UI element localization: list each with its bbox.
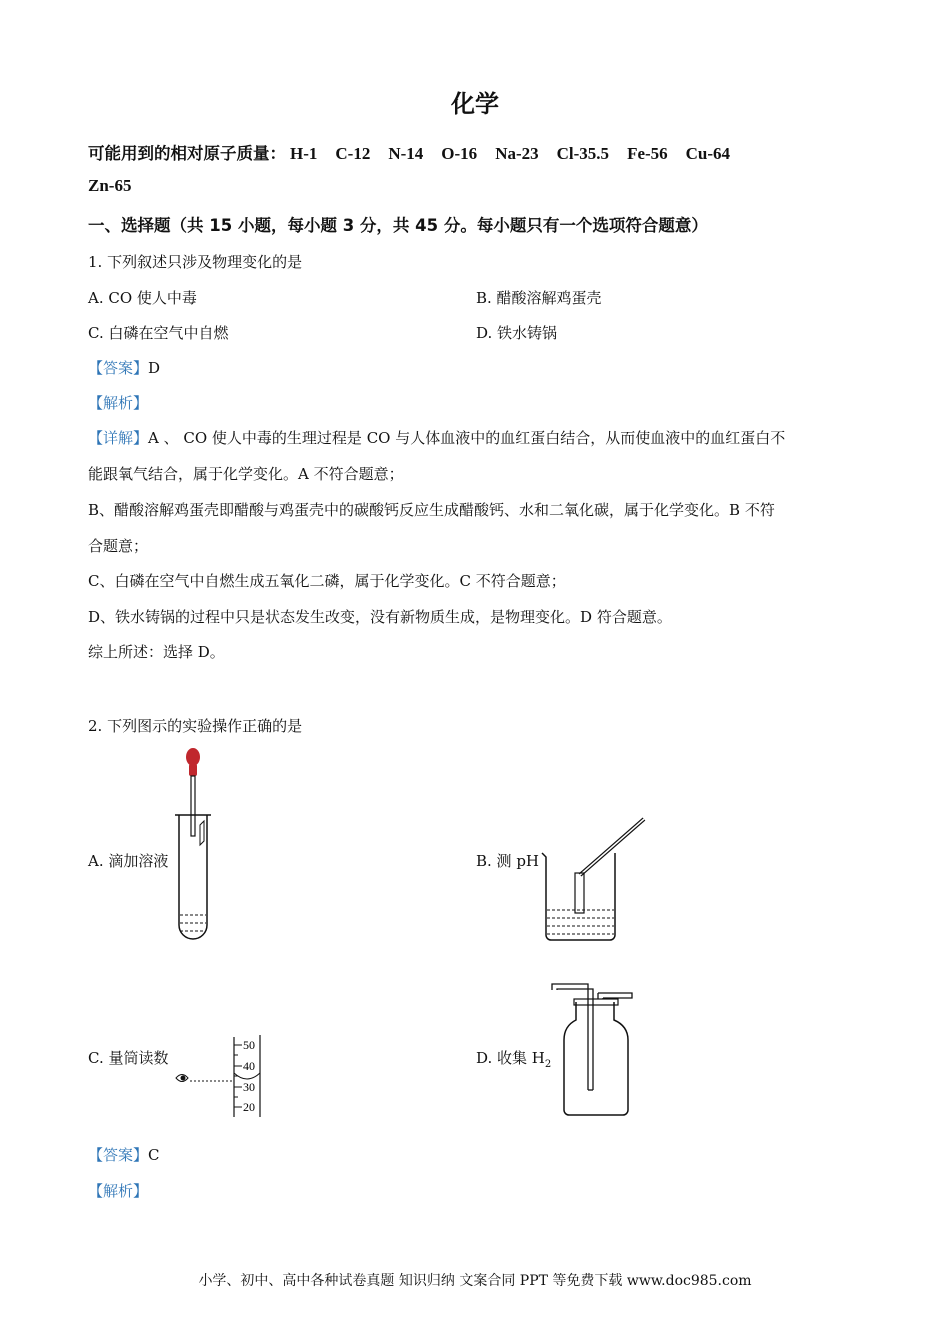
- gas-bottle-figure: [548, 980, 638, 1120]
- mass-item: Cl-35.5: [556, 144, 610, 163]
- mass-item: Cu-64: [685, 144, 731, 163]
- detail-tag: 【详解】: [88, 429, 149, 447]
- outlet-tube-icon: [598, 993, 632, 999]
- q2-analysis-tag: 【解析】: [88, 1182, 149, 1200]
- mass-item: Na-23: [495, 144, 539, 163]
- beaker-ph-figure: [540, 815, 650, 945]
- tick-label: 40: [243, 1059, 255, 1073]
- tick-label: 50: [243, 1038, 255, 1052]
- atomic-masses: [88, 140, 748, 164]
- answer-tag: 【答案】: [88, 359, 149, 377]
- mass-item: N-14: [388, 144, 424, 163]
- q1-option-d: D. 铁水铸锅: [476, 324, 558, 342]
- dropper-test-tube-figure: [170, 745, 220, 945]
- q2-option-b: B. 测 pH: [476, 852, 540, 870]
- tick-label: 20: [243, 1100, 255, 1114]
- ph-paper-icon: [575, 873, 584, 913]
- q1-detail-line: 能跟氧气结合，属于化学变化。A 不符合题意；: [88, 465, 404, 483]
- mass-item: H-1: [290, 144, 318, 163]
- section-heading: 一、选择题（共 15 小题，每小题 3 分，共 45 分。每小题只有一个选项符合题意）: [88, 216, 708, 235]
- q1-detail-line: B、醋酸溶解鸡蛋壳即醋酸与鸡蛋壳中的碳酸钙反应生成醋酸钙、水和二氧化碳，属于化学变化。B 不符: [88, 501, 775, 519]
- q2-answer: [88, 1144, 160, 1165]
- glass-rod-icon: [580, 819, 644, 875]
- mass-item: C-12: [335, 144, 371, 163]
- q1-detail-line: D、铁水铸锅的过程中只是状态发生改变，没有新物质生成，是物理变化。D 符合题意。: [88, 608, 672, 626]
- q1-stem: 1. 下列叙述只涉及物理变化的是: [88, 253, 303, 271]
- q2-option-a: A. 滴加溶液: [88, 852, 169, 870]
- eye-icon: [176, 1075, 188, 1082]
- answer-tag: 【答案】: [88, 1146, 149, 1164]
- q1-option-c: C. 白磷在空气中自燃: [88, 324, 229, 342]
- atomic-masses-label: 可能用到的相对原子质量：: [88, 144, 286, 163]
- q2-option-c: C. 量筒读数: [88, 1049, 169, 1067]
- q1-detail-line: C、白磷在空气中自燃生成五氧化二磷，属于化学变化。C 不符合题意；: [88, 572, 566, 590]
- answer-value: D: [148, 359, 161, 377]
- beaker-icon: [542, 853, 615, 940]
- q2-stem: 2. 下列图示的实验操作正确的是: [88, 717, 303, 735]
- q1-detail-line: 【详解】A 、 CO 使人中毒的生理过程是 CO 与人体血液中的血红蛋白结合，从而使血液中的血红蛋白不: [88, 429, 786, 447]
- q1-detail-line: 合题意；: [88, 537, 149, 555]
- q1-answer: [88, 357, 160, 378]
- q1-detail-line: 综上所述：选择 D。: [88, 643, 225, 661]
- mass-item-last: Zn-65: [88, 176, 132, 195]
- test-tube-icon: [175, 815, 211, 939]
- mass-item: Fe-56: [627, 144, 668, 163]
- answer-value: C: [148, 1146, 160, 1164]
- page-title: 化学: [451, 90, 499, 118]
- mass-item: O-16: [441, 144, 478, 163]
- dropper-icon: [186, 748, 200, 836]
- q1-option-a: A. CO 使人中毒: [88, 289, 197, 307]
- q1-option-b: B. 醋酸溶解鸡蛋壳: [476, 289, 602, 307]
- q2-option-d: D. 收集 $H_2$: [476, 1049, 552, 1070]
- inlet-tube-icon: [552, 984, 593, 1090]
- graduated-cylinder-figure: [168, 1033, 268, 1123]
- q1-analysis-tag: 【解析】: [88, 394, 149, 412]
- tick-label: 30: [243, 1080, 255, 1094]
- gas-bottle-icon: [564, 999, 628, 1115]
- page-footer: 小学、初中、高中各种试卷真题 知识归纳 文案合同 PPT 等免费下载 www.doc985.com: [198, 1273, 752, 1289]
